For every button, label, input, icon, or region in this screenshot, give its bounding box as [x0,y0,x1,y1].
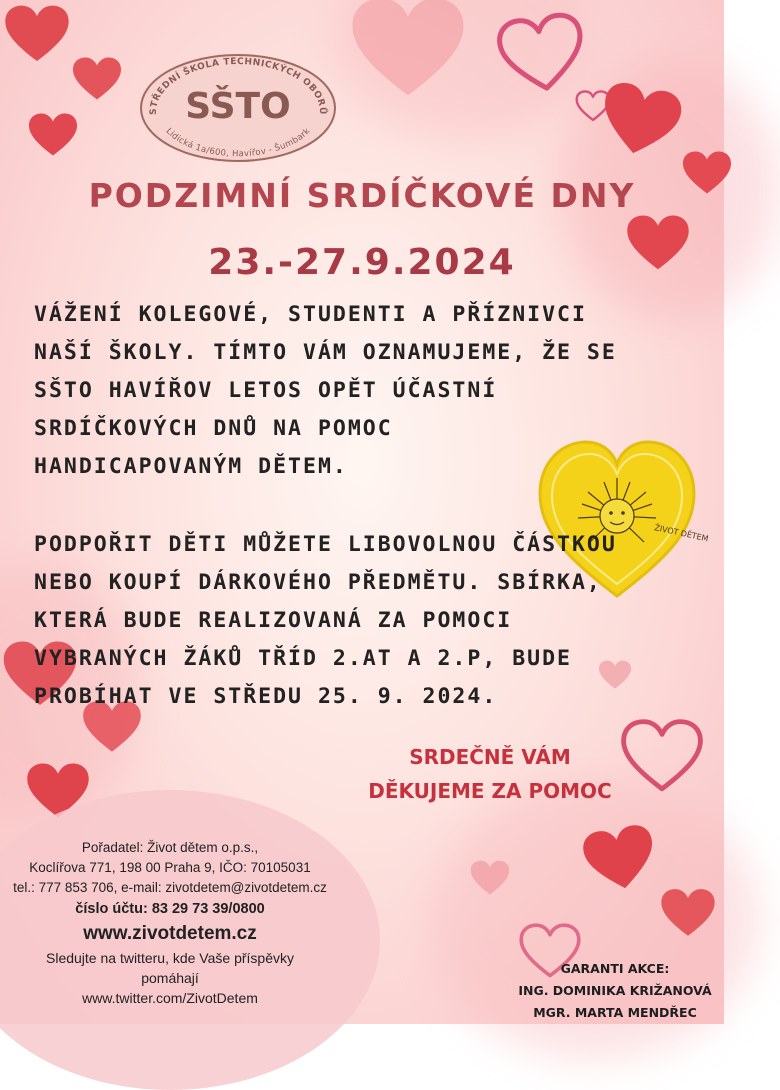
heart-icon [584,826,656,892]
badge-text: ŽIVOT DĚTEM [653,523,710,544]
heart-icon [470,860,510,896]
text-line: KTERÁ BUDE REALIZOVANÁ ZA POMOCI [34,608,513,633]
heart-icon [600,84,680,158]
text-line: VYBRANÝCH ŽÁKŮ TŘÍD 2.AT A 2.P, BUDE [34,646,572,671]
text-line: NAŠÍ ŠKOLY. TÍMTO VÁM OZNAMUJEME, ŽE SE [34,340,617,365]
heart-outline-icon [500,16,584,92]
guarantor-name: ING. DOMINIKA KRIŽANOVÁ [518,983,712,998]
guarantors [510,958,720,1024]
text-line: SRDÍČKOVÝCH DNŮ NA POMOC [34,416,393,441]
thanks-line: SRDEČNĚ VÁM [409,745,571,769]
thank-you-message [340,740,640,808]
twitter-link[interactable]: www.twitter.com/ZivotDetem [82,990,258,1006]
logo-address: Lidická 1a/600, Havířov - Šumbark [163,126,313,160]
organizer-contact: tel.: 777 853 706, e-mail: zivotdetem@zivotdetem.cz [13,880,327,895]
organizer-info [0,838,340,1008]
text-line: SŠTO HAVÍŘOV LETOS OPĚT ÚČASTNÍ [34,378,498,403]
logo-mark: SŠTO [185,86,291,127]
text-line: PROBÍHAT VE STŘEDU 25. 9. 2024. [34,684,498,709]
organizer-address: Koclířova 771, 198 00 Praha 9, IČO: 70105031 [29,860,311,875]
donation-paragraph [34,526,714,716]
page-title: PODZIMNÍ SRDÍČKOVÉ DNY [88,176,636,215]
bank-account: číslo účtu: 83 29 73 39/0800 [75,901,265,917]
text-line: HANDICAPOVANÝM DĚTEM. [34,454,348,479]
school-logo [138,52,338,164]
event-date: 23.-27.9.2024 [208,242,516,283]
text-line: NEBO KOUPÍ DÁRKOVÉHO PŘEDMĚTU. SBÍRKA, [34,570,602,595]
organizer-name: Pořadatel: Život dětem o.p.s., [81,840,259,855]
text-line: PODPOŘIT DĚTI MŮŽETE LIBOVOLNOU ČÁSTKOU [34,532,617,557]
guarantor-name: MGR. MARTA MENDŘEC [533,1005,697,1020]
website-link[interactable]: www.zivotdetem.cz [83,923,257,944]
guarantors-heading: GARANTI AKCE: [560,961,670,976]
heart-icon [4,4,70,64]
twitter-note: Sledujte na twitteru, kde Vaše příspěvky [46,950,294,966]
text-line: VÁŽENÍ KOLEGOVÉ, STUDENTI A PŘÍZNIVCI [34,302,587,327]
heart-icon [350,0,466,100]
heart-icon [660,888,716,938]
twitter-note: pomáhají [141,970,199,986]
heart-icon [28,112,78,158]
thanks-line: DĚKUJEME ZA POMOC [368,779,612,803]
heart-icon [72,56,122,102]
logo-arc-text: STŘEDNÍ ŠKOLA TECHNICKÝCH OBORŮ [148,56,328,116]
